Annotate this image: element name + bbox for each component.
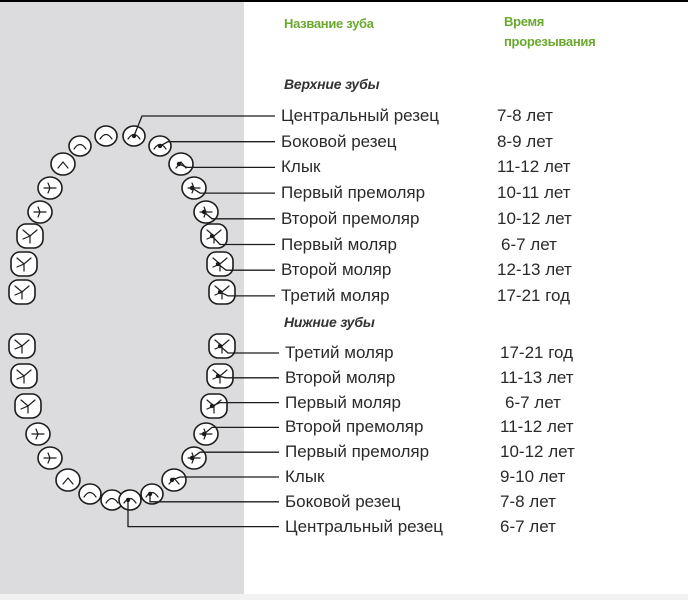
lower-tooth-name: Третий моляр bbox=[285, 343, 394, 362]
upper-left-tooth bbox=[95, 126, 117, 146]
lower-tooth-name: Центральный резец bbox=[285, 516, 444, 536]
section-title-lower: Нижние зубы bbox=[284, 314, 375, 330]
upper-eruption-age: 10-12 лет bbox=[497, 208, 572, 228]
lower-eruption-age: 7-8 лет bbox=[500, 491, 556, 511]
lower-left-tooth bbox=[9, 334, 35, 358]
lower-eruption-age: 11-13 лет bbox=[500, 367, 574, 387]
upper-left-tooth bbox=[38, 177, 62, 199]
upper-left-tooth bbox=[11, 252, 37, 276]
lower-eruption-age: 10-12 лет bbox=[500, 442, 575, 462]
upper-eruption-age: 10-11 лет bbox=[497, 183, 571, 203]
lower-left-tooth bbox=[11, 364, 37, 388]
lower-eruption-age: 17-21 год bbox=[500, 343, 574, 362]
lower-tooth-name: Боковой резец bbox=[285, 491, 401, 511]
upper-tooth-name: Третий моляр bbox=[281, 285, 390, 305]
upper-tooth-name: Боковой резец bbox=[281, 131, 397, 151]
lower-left-tooth bbox=[15, 394, 41, 418]
upper-tooth-name: Первый моляр bbox=[281, 234, 397, 254]
upper-left-tooth bbox=[69, 136, 91, 156]
lower-left-tooth bbox=[38, 447, 62, 469]
lower-eruption-age: 11-12 лет bbox=[500, 417, 574, 437]
upper-tooth-name: Первый премоляр bbox=[281, 183, 426, 203]
lower-eruption-age: 6-7 лет bbox=[500, 516, 556, 536]
lower-tooth-name: Второй моляр bbox=[285, 367, 396, 387]
upper-leader-line bbox=[132, 116, 275, 138]
lower-left-tooth bbox=[26, 423, 50, 445]
upper-eruption-age: 12-13 лет bbox=[497, 260, 572, 280]
column-header-tooth-name: Название зуба bbox=[284, 16, 374, 31]
upper-eruption-age: 8-9 лет bbox=[497, 131, 553, 151]
lower-left-tooth bbox=[56, 469, 80, 491]
upper-tooth-name: Клык bbox=[281, 157, 321, 177]
upper-leader-line bbox=[158, 142, 275, 149]
upper-left-tooth bbox=[17, 224, 43, 248]
lower-eruption-age: 9-10 лет bbox=[500, 467, 566, 486]
lower-tooth-name: Клык bbox=[285, 467, 325, 486]
upper-tooth-name: Центральный резец bbox=[281, 106, 440, 125]
upper-eruption-age: 7-8 лет bbox=[497, 106, 553, 125]
upper-left-tooth bbox=[28, 201, 52, 223]
lower-tooth-name: Первый премоляр bbox=[285, 442, 430, 462]
upper-eruption-age: 11-12 лет bbox=[497, 157, 571, 177]
upper-tooth-name: Второй премоляр bbox=[281, 208, 420, 228]
upper-left-tooth bbox=[9, 280, 35, 304]
column-header-eruption-time-line2: прорезывания bbox=[504, 34, 596, 49]
column-header-eruption-time bbox=[504, 12, 595, 52]
column-header-eruption-time-line1: Время bbox=[504, 14, 545, 29]
upper-eruption-age: 17-21 год bbox=[497, 285, 571, 305]
lower-leader-line bbox=[148, 492, 279, 502]
upper-eruption-age: 6-7 лет bbox=[501, 234, 557, 254]
upper-tooth-name: Второй моляр bbox=[281, 260, 392, 280]
lower-tooth-name: Второй премоляр bbox=[285, 417, 424, 437]
lower-eruption-age: 6-7 лет bbox=[505, 392, 561, 412]
lower-left-tooth bbox=[79, 484, 101, 504]
upper-left-tooth bbox=[51, 153, 75, 175]
section-title-upper: Верхние зубы bbox=[284, 76, 380, 92]
lower-tooth-name: Первый моляр bbox=[285, 392, 401, 412]
